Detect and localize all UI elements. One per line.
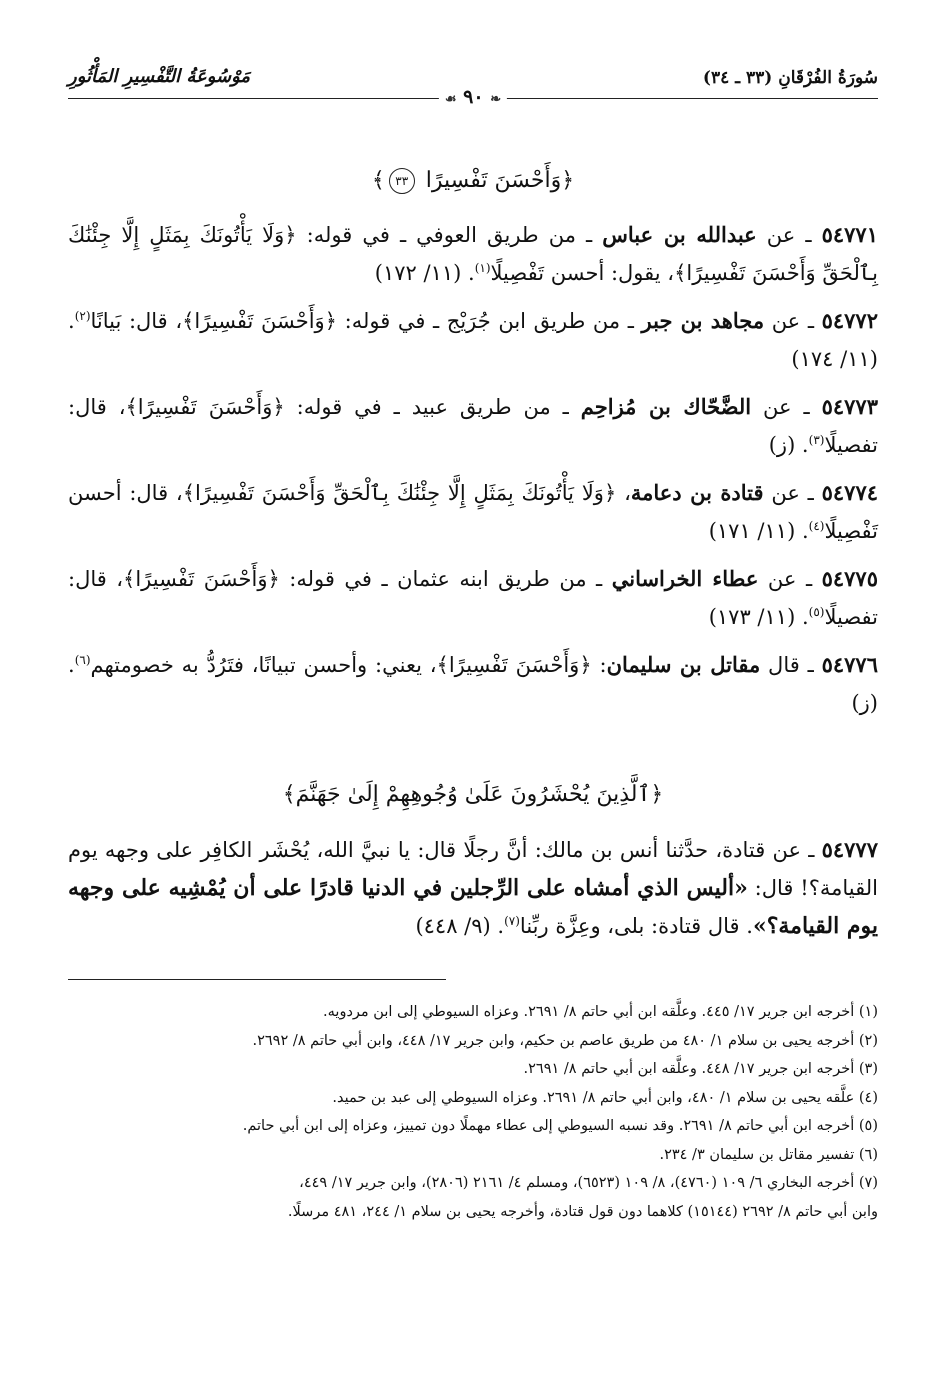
narrator-name: الضَّحّاك بن مُزاحِم [580, 394, 752, 419]
entry-ref: . (ز) [768, 433, 809, 457]
narrator-name: مقاتل بن سليمان [606, 652, 761, 677]
entry-chain: ـ من طريق ابن جُرَيْج ـ في قوله: [337, 309, 642, 333]
entry-chain: : [591, 653, 607, 677]
entry-pre: ـ عن [758, 567, 822, 591]
entry-text: ، قال: أحسن تَفْصِيلًا [68, 481, 878, 543]
narrator-name: عطاء الخراساني [611, 566, 759, 591]
entry [68, 474, 878, 550]
ayah-33-text: ﴿وَأَحْسَنَ تَفْسِيرًا [425, 168, 575, 193]
running-header [68, 62, 878, 108]
entry-number: ٥٤٧٧٢ [821, 308, 878, 333]
quran-quote: ﴿وَأَحْسَنَ تَفْسِيرًا﴾ [182, 309, 337, 333]
narrator-name: قتادة بن دعامة [630, 480, 764, 505]
narrator-name: مجاهد بن جبر [641, 308, 765, 333]
entry-ref: . (ز) [68, 653, 878, 715]
ayah-33-heading [68, 168, 878, 194]
entry-number: ٥٤٧٧٣ [821, 394, 878, 419]
narrator-name: عبدالله بن عباس [602, 222, 757, 247]
entry-pre: ـ عن [764, 309, 822, 333]
entry-ref: . (١١/ ١٧٢) [374, 261, 475, 285]
ayah-number-badge: ٣٣ [389, 168, 415, 194]
footnote: (٣) أخرجه ابن جرير ١٧/ ٤٤٨. وعلَّقه ابن أبي حاتم ٨/ ٢٦٩١. [523, 1061, 878, 1077]
entry-ref: . (١١/ ١٧٤) [68, 309, 878, 371]
footnote-marker: (٣) [808, 433, 825, 447]
entry-text: ، يقول: أحسن تَفْصِيلًا [490, 261, 675, 285]
footnote: (٢) أخرجه يحيى بن سلام ١/ ٤٨٠ من طريق عاصم بن حكيم، وابن جرير ١٧/ ٤٤٨، وابن أبي حاتم ٨/ ٢٦٩٢. [252, 1032, 878, 1049]
footnote: (٤) علَّقه يحيى بن سلام ١/ ٤٨٠، وابن أبي حاتم ٨/ ٢٦٩١. وعزاه السيوطي إلى عبد بن حميد. [332, 1089, 878, 1106]
entry [68, 831, 878, 945]
entries-list [68, 216, 878, 722]
entry-text: ، قال: تفصيلًا [68, 395, 878, 457]
entry [68, 302, 878, 378]
footnote-marker: (٦) [74, 653, 91, 667]
entry-number: ٥٤٧٧١ [821, 222, 878, 247]
page-number [439, 86, 507, 108]
ornament-icon: ☙ [444, 92, 457, 107]
page [68, 62, 878, 1226]
entry-number: ٥٤٧٧٥ [821, 566, 878, 591]
entry-text: . قال قتادة: بلى، وعِزَّة ربِّنا [519, 914, 753, 938]
entry [68, 560, 878, 636]
page-number-text: ٩٠ [463, 86, 484, 108]
footnote-marker: (٧) [504, 914, 520, 928]
quran-quote: ﴿وَأَحْسَنَ تَفْسِيرًا﴾ [123, 567, 280, 591]
entry-chain: ـ من طريق العوفي ـ في قوله: [296, 223, 603, 247]
hadith-text: «أليس الذي أمشاه على الرِّجلين في الدنيا قادرًا على أن يُمْشِيه على وجهه يوم القيامة؟» [68, 875, 878, 939]
entry-ref: . (١١/ ١٧٣) [708, 605, 809, 629]
entry-pre: ـ عن [763, 481, 822, 505]
entry-chain: ، [616, 481, 631, 505]
entry-number: ٥٤٧٧٦ [821, 652, 878, 677]
footnote-separator [68, 979, 446, 980]
ayah-33-close: ﴾ [371, 168, 385, 193]
book-title: مَوْسُوعَةُ التَّفْسِيرِ المَأْثُورِ [68, 66, 251, 87]
entry-text: ، قال: بَيانًا [90, 309, 183, 333]
ornament-icon: ❧ [490, 92, 502, 107]
quran-quote: ﴿وَلَا يَأْتُونَكَ بِمَثَلٍ إِلَّا جِئْنَٰكَ بِٱلْحَقِّ وَأَحْسَنَ تَفْسِيرًا﴾ [182, 481, 617, 505]
entry-ref: . (١١/ ١٧١) [708, 519, 809, 543]
entry-pre: ـ عن [756, 223, 822, 247]
entry-chain: ـ من طريق عبيد ـ في قوله: [284, 395, 581, 419]
quran-quote: ﴿وَأَحْسَنَ تَفْسِيرًا﴾ [125, 395, 285, 419]
entry [68, 646, 878, 722]
entry-ref: . (٩/ ٤٤٨) [415, 914, 505, 938]
quran-quote: ﴿وَلَا يَأْتُونَكَ بِمَثَلٍ إِلَّا جِئْنَٰكَ بِٱلْحَقِّ وَأَحْسَنَ تَفْسِيرًا﴾ [68, 223, 878, 285]
entry-chain: ـ من طريق ابنه عثمان ـ في قوله: [279, 567, 612, 591]
entry [68, 216, 878, 292]
entry-text: ، قال: تفصيلًا [68, 567, 878, 629]
footnote: (٥) أخرجه ابن أبي حاتم ٨/ ٢٦٩١. وقد نسبه السيوطي إلى عطاء مهملًا دون تمييز، وعزاه إلى ابن أبي حاتم. [242, 1118, 878, 1134]
entry-text: ، يعني: وأحسن تبيانًا، فتَرُدُّ به خصومتهم [90, 653, 437, 677]
entry-number: ٥٤٧٧٧ [821, 837, 878, 862]
footnote-marker: (٤) [808, 519, 825, 533]
entry-pre: ـ قال [760, 653, 822, 677]
footnote-marker: (١) [474, 261, 491, 275]
footnote: (٧) أخرجه البخاري ٦/ ١٠٩ (٤٧٦٠)، ٨/ ١٠٩ (٦٥٢٣)، ومسلم ٤/ ٢١٦١ (٢٨٠٦)، وابن جرير ١٧/ ٤٤٩، [299, 1175, 878, 1191]
entry-text: ـ عن قتادة، حدَّثنا أنس بن مالك: أنَّ رجلًا قال: يا نبيَّ الله، يُحْشَر الكافِر على وجهه يوم القيامة؟! قال: [68, 838, 878, 900]
entry [68, 388, 878, 464]
quran-quote: ﴿وَأَحْسَنَ تَفْسِيرًا﴾ [436, 653, 592, 677]
footnote: (٦) تفسير مقاتل بن سليمان ٣/ ٢٣٤. [659, 1146, 878, 1163]
entry-number: ٥٤٧٧٤ [821, 480, 879, 505]
surah-header: سُورَةُ الفُرْقَانِ (٣٣ ـ ٣٤) [702, 68, 878, 88]
ayah-34-heading: ﴿ٱلَّذِينَ يُحْشَرُونَ عَلَىٰ وُجُوهِهِمْ إِلَىٰ جَهَنَّمَ﴾ [282, 782, 664, 807]
footnote-marker: (٢) [74, 309, 91, 323]
footnote: (١) أخرجه ابن جرير ١٧/ ٤٤٥. وعلَّقه ابن أبي حاتم ٨/ ٢٦٩١. وعزاه السيوطي إلى ابن مردويه. [323, 1004, 878, 1020]
footnotes [68, 998, 878, 1226]
footnote-marker: (٥) [808, 605, 825, 619]
footnote-continuation: وابن أبي حاتم ٨/ ٢٦٩٢ (١٥١٤٤) كلاهما دون قول قتادة، وأخرجه يحيى بن سلام ١/ ٢٤٤، ٤٨١ مرسلًا. [287, 1203, 878, 1220]
entry-pre: ـ عن [751, 395, 822, 419]
